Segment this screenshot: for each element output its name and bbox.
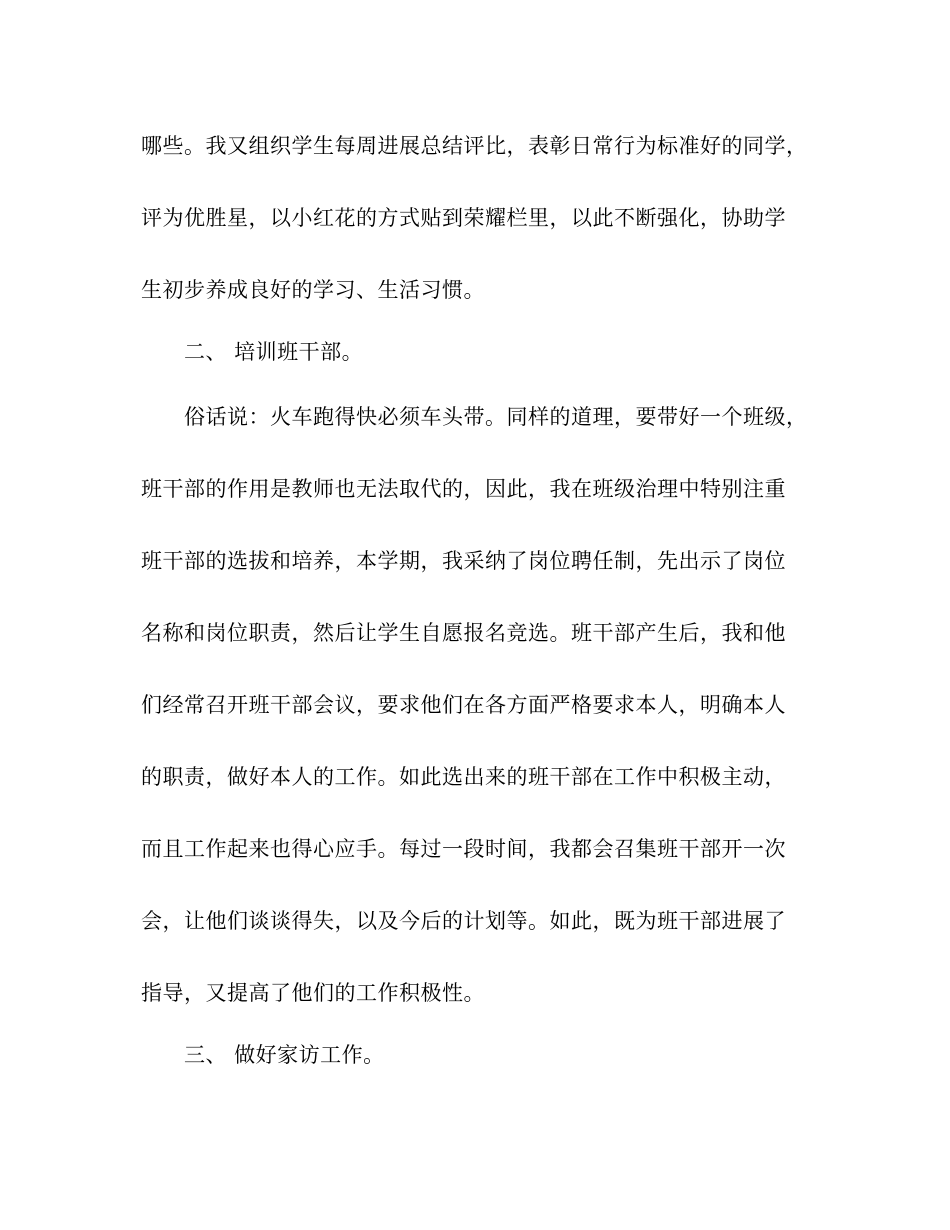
paragraph-line: 指导，又提高了他们的工作积极性。 [141,981,485,1005]
paragraph-line: 班干部的作用是教师也无法取代的，因此，我在班级治理中特别注重 [141,477,786,501]
paragraph-line: 的职责，做好本人的工作。如此选出来的班干部在工作中积极主动， [141,765,786,789]
paragraph-line: 班干部的选拔和培养，本学期，我采纳了岗位聘任制，先出示了岗位 [141,549,786,573]
paragraph-line: 们经常召开班干部会议，要求他们在各方面严格要求本人，明确本人 [141,693,786,717]
paragraph-line: 生初步养成良好的学习、生活习惯。 [141,278,485,302]
paragraph-line: 俗话说：火车跑得快必须车头带。同样的道理，要带好一个班级， [184,405,808,429]
paragraph-line: 而且工作起来也得心应手。每过一段时间，我都会召集班干部开一次 [141,837,786,861]
paragraph-line: 哪些。我又组织学生每周进展总结评比，表彰日常行为标准好的同学， [141,134,808,158]
paragraph-line: 评为优胜星，以小红花的方式贴到荣耀栏里，以此不断强化，协助学 [141,206,786,230]
section-heading: 二、 培训班干部。 [184,340,364,364]
paragraph-line: 会，让他们谈谈得失，以及今后的计划等。如此，既为班干部进展了 [141,909,786,933]
paragraph-line: 名称和岗位职责，然后让学生自愿报名竞选。班干部产生后，我和他 [141,621,786,645]
section-heading: 三、 做好家访工作。 [184,1043,385,1067]
